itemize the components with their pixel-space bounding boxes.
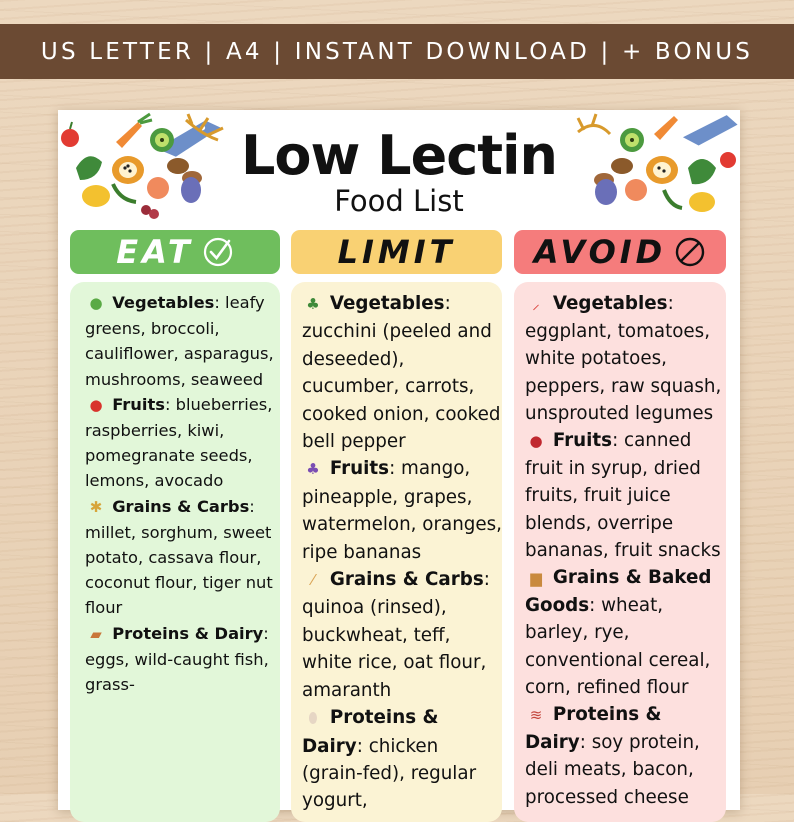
limit-proteins-section: ⬮ Proteins & Dairy: chicken (grain-fed), regular yogurt,: [302, 707, 477, 812]
baguette-icon: ⁄: [311, 571, 315, 590]
prohibited-icon: [674, 236, 706, 268]
limit-label: LIMIT: [337, 233, 456, 271]
avoid-proteins-section: ≋ Proteins & Dairy: soy protein, deli meats, bacon, processed cheese: [525, 704, 700, 808]
avoid-grains-section: ▆ Grains & Baked Goods: wheat, barley, rye, conventional cereal, corn, refined flour: [525, 567, 712, 698]
wheat-icon: ✱: [89, 497, 103, 516]
top-banner: [0, 24, 794, 79]
food-list-page: [58, 110, 740, 810]
section-heading: Grains & Carbs: [112, 496, 250, 516]
section-heading: Proteins & Dairy: [302, 707, 439, 757]
limit-header: [291, 230, 502, 274]
section-heading: Fruits: [329, 458, 390, 480]
section-items: canned fruit in syrup, dried fruits, fruit juice blends, overripe bananas, fruit snacks: [525, 430, 721, 561]
limit-vegetables-section: ♣ Vegetables: zucchini (peeled and deseeded), cucumber, carrots, cooked onion, cooked bell pepper: [302, 293, 501, 453]
bacon-icon: ≋: [529, 706, 543, 725]
limit-grains-section: ⁄ Grains & Carbs: quinoa (rinsed), buckwheat, teff, white rice, oat flour, amaranth: [302, 569, 490, 701]
bread-icon: ▆: [530, 569, 542, 588]
section-heading: Fruits: [552, 430, 613, 452]
section-items: eggplant, tomatoes, white potatoes, peppers, raw squash, unsprouted legumes: [525, 321, 722, 424]
section-items: eggs, wild-caught fish, grass-: [85, 649, 269, 695]
avoid-column: [514, 282, 726, 822]
section-items: soy protein, deli meats, bacon, processed cheese: [525, 732, 700, 808]
section-heading: Fruits: [112, 394, 165, 414]
banner-text: US LETTER | A4 | INSTANT DOWNLOAD | + BONUS: [40, 38, 754, 65]
eat-label: EAT: [116, 233, 194, 271]
avoid-header: [514, 230, 726, 274]
section-heading: Vegetables: [112, 293, 215, 312]
eat-column: [70, 282, 280, 822]
green-circle-icon: ●: [89, 294, 103, 312]
broccoli-icon: ♣: [306, 295, 320, 313]
section-items: millet, sorghum, sweet potato, cassava flour, coconut flour, tiger nut flour: [85, 522, 273, 618]
section-items: zucchini (peeled and deseeded), cucumber, carrots, cooked onion, cooked bell pepper: [302, 321, 501, 453]
egg-icon: ⬮: [308, 709, 318, 728]
section-items: quinoa (rinsed), buckwheat, teff, white rice, oat flour, amaranth: [302, 597, 487, 701]
check-circle-icon: [202, 236, 234, 268]
section-heading: Proteins & Dairy: [525, 704, 662, 754]
drumstick-icon: ▰: [90, 624, 102, 643]
section-heading: Grains & Carbs: [329, 569, 484, 591]
cherries-icon: ●: [529, 432, 543, 451]
section-items: mango, pineapple, grapes, watermelon, oranges, ripe bananas: [302, 458, 502, 563]
limit-column: [291, 282, 502, 822]
page-title: Low Lectin: [240, 124, 557, 187]
section-items: chicken (grain-fed), regular yogurt,: [302, 735, 477, 812]
limit-fruits-section: ♣ Fruits: mango, pineapple, grapes, watermelon, oranges, ripe bananas: [302, 458, 502, 563]
section-heading: Vegetables: [329, 293, 445, 314]
avoid-label: AVOID: [533, 233, 667, 271]
section-heading: Proteins & Dairy: [112, 623, 264, 643]
eat-grains-section: ✱ Grains & Carbs: millet, sorghum, sweet potato, cassava flour, coconut flour, tiger nut flour: [85, 496, 273, 618]
eat-vegetables-section: ● Vegetables: leafy greens, broccoli, cauliflower, asparagus, mushrooms, seaweed: [85, 293, 274, 389]
apple-icon: ●: [89, 395, 103, 414]
section-items: blueberries, raspberries, kiwi, pomegranate seeds, lemons, avocado: [85, 394, 273, 491]
section-heading: Grains & Baked Goods: [525, 567, 712, 617]
section-items: wheat, barley, rye, conventional cereal, corn, refined flour: [525, 595, 711, 698]
eat-proteins-section: ▰ Proteins & Dairy: eggs, wild-caught fish, grass-: [85, 623, 269, 695]
section-items: leafy greens, broccoli, cauliflower, asparagus, mushrooms, seaweed: [85, 293, 274, 389]
chili-pepper-icon: ⸝: [532, 295, 540, 313]
grapes-icon: ♣: [306, 460, 320, 479]
eat-header: [70, 230, 280, 274]
avoid-vegetables-section: ⸝ Vegetables: eggplant, tomatoes, white potatoes, peppers, raw squash, unsprouted legumes: [525, 293, 722, 424]
eat-fruits-section: ● Fruits: blueberries, raspberries, kiwi, pomegranate seeds, lemons, avocado: [85, 394, 273, 491]
section-heading: Vegetables: [552, 293, 668, 314]
page-subtitle: Food List: [334, 184, 464, 218]
avoid-fruits-section: ● Fruits: canned fruit in syrup, dried fruits, fruit juice blends, overripe bananas, fruit snacks: [525, 430, 721, 561]
